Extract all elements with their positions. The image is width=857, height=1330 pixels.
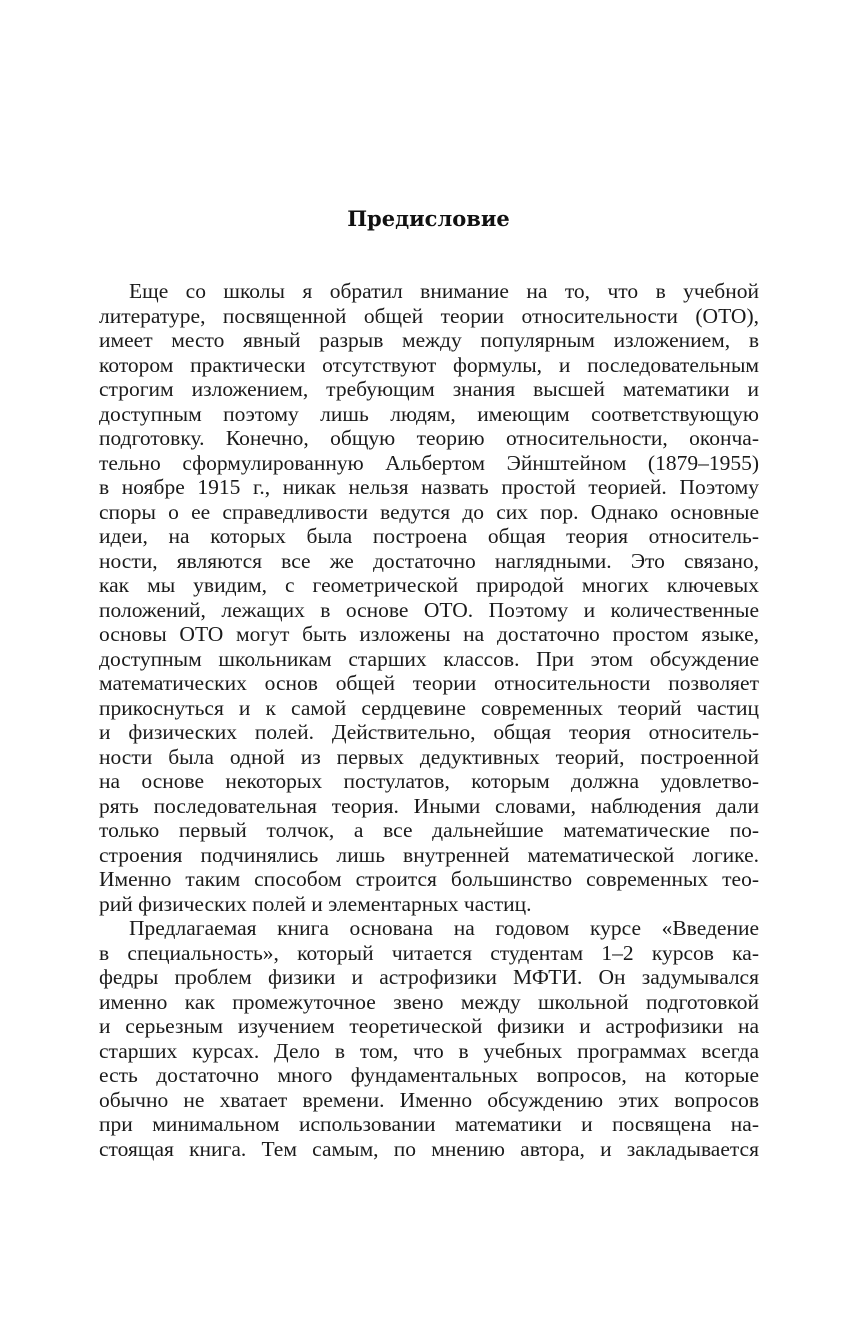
text-line: федры проблем физики и астрофизики МФТИ. Он задумывался bbox=[99, 965, 759, 989]
text-line: обычно не хватает времени. Именно обсуждению этих вопросов bbox=[99, 1087, 759, 1112]
text-line: рять последовательная теория. Иными словами, наблюдения дали bbox=[99, 793, 759, 818]
text-line: только первый толчок, а все дальнейшие математические по- bbox=[99, 818, 759, 842]
text-line: доступным школьникам старших классов. При этом обсуждение bbox=[99, 646, 759, 671]
text-line: прикоснуться и к самой сердцевине современных теорий частиц bbox=[99, 695, 759, 720]
text-line: строения подчинялись лишь внутренней математической логике. bbox=[99, 842, 759, 867]
text-line: Предлагаемая книга основана на годовом курсе «Введение bbox=[129, 916, 759, 940]
text-line: стоящая книга. Тем самым, по мнению автора, и закладывается bbox=[99, 1136, 759, 1161]
text-line: ности, являются все же достаточно наглядными. Это связано, bbox=[99, 548, 759, 573]
page-title: Предисловие bbox=[347, 206, 510, 231]
text-line: и физических полей. Действительно, общая теория относитель- bbox=[99, 720, 759, 744]
text-line: идеи, на которых была построена общая теория относитель- bbox=[99, 524, 759, 548]
text-line: есть достаточно много фундаментальных вопросов, на которые bbox=[99, 1063, 759, 1087]
text-line: литературе, посвященной общей теории относительности (ОТО), bbox=[99, 303, 759, 328]
text-line: и серьезным изучением теоретической физики и астрофизики на bbox=[99, 1014, 759, 1038]
paragraph-2 bbox=[99, 916, 759, 1161]
text-line: котором практически отсутствуют формулы, и последовательным bbox=[99, 352, 759, 377]
text-line: строгим изложением, требующим знания высшей математики и bbox=[99, 377, 759, 401]
text-line: основы ОТО могут быть изложены на достаточно простом языке, bbox=[99, 622, 759, 646]
text-line: положений, лежащих в основе ОТО. Поэтому и количественные bbox=[99, 597, 759, 622]
text-line: рий физических полей и элементарных частиц. bbox=[99, 891, 532, 916]
text-line: имеет место явный разрыв между популярным изложением, в bbox=[99, 328, 759, 352]
text-line: в специальность», который читается студентам 1–2 курсов ка- bbox=[99, 940, 759, 965]
text-line: в ноябре 1915 г., никак нельзя назвать простой теорией. Поэтому bbox=[99, 475, 759, 499]
text-line: при минимальном использовании математики и посвящена на- bbox=[99, 1112, 759, 1136]
text-line: споры о ее справедливости ведутся до сих пор. Однако основные bbox=[99, 499, 759, 524]
text-line: Именно таким способом строится большинство современных тео- bbox=[99, 867, 759, 891]
text-line: подготовку. Конечно, общую теорию относительности, оконча- bbox=[99, 426, 759, 450]
text-line: на основе некоторых постулатов, которым должна удовлетво- bbox=[99, 769, 759, 793]
text-line: доступным поэтому лишь людям, имеющим соответствующую bbox=[99, 401, 759, 426]
paragraph-1 bbox=[99, 279, 759, 916]
text-line: Еще со школы я обратил внимание на то, что в учебной bbox=[129, 279, 759, 303]
body-text bbox=[99, 279, 759, 1161]
text-line: ности была одной из первых дедуктивных теорий, построенной bbox=[99, 744, 759, 769]
text-line: старших курсах. Дело в том, что в учебных программах всегда bbox=[99, 1038, 759, 1063]
text-line: как мы увидим, с геометрической природой многих ключевых bbox=[99, 573, 759, 597]
text-line: тельно сформулированную Альбертом Эйнштейном (1879–1955) bbox=[99, 450, 759, 475]
text-line: математических основ общей теории относительности позволяет bbox=[99, 671, 759, 695]
text-line: именно как промежуточное звено между школьной подготовкой bbox=[99, 989, 759, 1014]
